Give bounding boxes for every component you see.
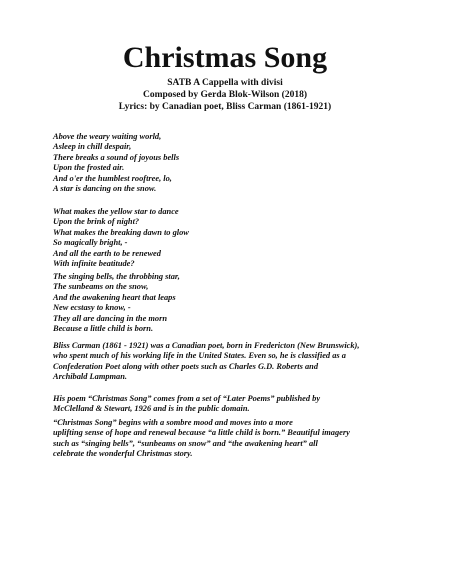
poem-line: They all are dancing in the morn	[53, 313, 168, 323]
subtitle-voicing: SATB A Cappella with divisi	[167, 78, 283, 88]
note-line: His poem “Christmas Song” comes from a set of “Later Poems” published by	[53, 394, 321, 403]
subtitle-lyricist: Lyrics: by Canadian poet, Bliss Carman (1861-1921)	[118, 102, 332, 112]
poem-line: Upon the brink of night?	[53, 217, 140, 227]
poem-line: Asleep in chill despair,	[53, 142, 132, 152]
poem-line: A star is dancing on the snow.	[53, 184, 157, 194]
subtitle-composer: Composed by Gerda Blok-Wilson (2018)	[143, 90, 307, 100]
poem-line: So magically bright, -	[53, 238, 128, 248]
poem-line: And all the earth to be renewed	[53, 248, 161, 258]
poem-line: The singing bells, the throbbing star,	[53, 272, 180, 281]
poem-line: What makes the breaking dawn to glow	[53, 227, 189, 237]
note-line: celebrate the wonderful Christmas story.	[53, 449, 193, 459]
note-line: Archibald Lampman.	[53, 372, 127, 382]
note-line: Bliss Carman (1861 - 1921) was a Canadian poet, born in Fredericton (New Brunswick),	[53, 341, 360, 350]
page-title: Christmas Song	[122, 41, 328, 74]
poem-line: The sunbeams on the snow,	[53, 282, 149, 292]
poem-line: With infinite beatitude?	[53, 259, 135, 269]
poem-line: New ecstasy to know, -	[53, 303, 131, 313]
note-line: Confederation Poet along with other poets such as Charles G.D. Roberts and	[53, 361, 319, 371]
note-line: who spent much of his working life in the United States. Even so, he is classified as a	[53, 351, 346, 361]
note-line: McClelland & Stewart, 1926 and is in the public domain.	[53, 404, 250, 414]
poem-line: Upon the frosted air.	[53, 163, 125, 173]
poem-stanza-3	[53, 272, 403, 334]
poem-line: And the awakening heart that leaps	[53, 292, 176, 302]
note-paragraph-description	[53, 418, 403, 460]
poem-line: Above the weary waiting world,	[53, 132, 162, 141]
poem-line: And o'er the humblest rooftree, lo,	[53, 173, 172, 183]
note-paragraph-author	[53, 341, 403, 383]
note-line: uplifting sense of hope and renewal because “a little child is born.” Beautiful imagery	[53, 428, 350, 438]
poem-stanza-2	[53, 207, 403, 269]
note-line: “Christmas Song” begins with a sombre mood and moves into a more	[53, 418, 293, 427]
poem-line: What makes the yellow star to dance	[53, 207, 179, 216]
note-paragraph-source	[53, 394, 403, 415]
note-line: such as “singing bells”, “sunbeams on snow” and “the awakening heart” all	[53, 438, 318, 448]
poem-stanza-1	[53, 132, 403, 194]
poem-line: Because a little child is born.	[53, 324, 154, 334]
poem-line: There breaks a sound of joyous bells	[53, 152, 180, 162]
